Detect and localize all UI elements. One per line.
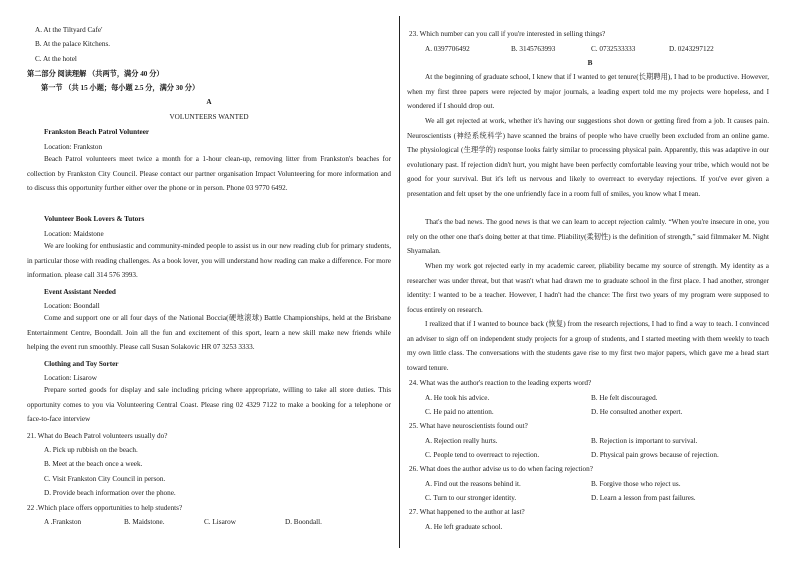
passage-b-paragraph-2: We all get rejected at work, whether it's having our suggestions shot down or getting fired from a job. It causes pain. Neuroscientists (神经系统科学) have scanned the brains of people who have cruelly been excluded from an online game. The physiological (生理学的) response looks fairly similar to processing physical pain. Apparently, this was adaptive in our evolutionary past. If rejection didn't hurt, you might have been perfectly comfortable leaving your tribe, which would not be good for your survival. But it's left us nervous and likely to overreact to everyday rejections. If you've ever given a presentation and felt upset by the one unfriendly face in a room full of smiles, you know what I mean. — [407, 117, 769, 198]
q22-option-a: A .Frankston — [44, 518, 82, 526]
passage-b-letter: B — [587, 59, 593, 67]
q24-option-b: B. He felt discouraged. — [591, 394, 658, 402]
prev-option-c: C. At the hotel — [35, 55, 77, 63]
question-21: 21. What do Beach Patrol volunteers usually do? — [27, 432, 168, 440]
q26-option-c: C. Turn to our stronger identity. — [425, 494, 517, 502]
q21-option-b: B. Meet at the beach once a week. — [44, 460, 143, 468]
q24-option-c: C. He paid no attention. — [425, 408, 494, 416]
question-23: 23. Which number can you call if you're interested in selling things? — [409, 30, 606, 38]
question-25: 25. What have neuroscientists found out? — [409, 422, 528, 430]
passage-a-title: VOLUNTEERS WANTED — [169, 113, 249, 121]
ad3-location: Location: Boondall — [44, 302, 100, 310]
prev-option-a: A. At the Tiltyard Cafe' — [35, 26, 103, 34]
ad1-body: Beach Patrol volunteers meet twice a month for a 1-hour clean-up, removing litter from Frankston's beaches for collection by Frankston City Council. Please contact our partner organisation Impact Volunteering for more information and to discuss this opportunity further either over the phone or in person. Phone 03 9770 6492. — [27, 155, 391, 192]
q25-option-b: B. Rejection is important to survival. — [591, 437, 698, 445]
q21-option-d: D. Provide beach information over the phone. — [44, 489, 176, 497]
q22-option-d: D. Boondall. — [285, 518, 322, 526]
q27-option-a: A. He left graduate school. — [425, 523, 503, 531]
q25-option-c: C. People tend to overreact to rejection. — [425, 451, 540, 459]
question-22: 22 .Which place offers opportunities to help students? — [27, 504, 183, 512]
part2-title: 第二部分 阅读理解 （共两节，满分 40 分） — [27, 70, 164, 78]
q26-option-b: B. Forgive those who reject us. — [591, 480, 681, 488]
q25-option-a: A. Rejection really hurts. — [425, 437, 498, 445]
question-26: 26. What does the author advise us to do when facing rejection? — [409, 465, 593, 473]
ad1-title: Frankston Beach Patrol Volunteer — [44, 128, 150, 136]
ad2-location: Location: Maidstone — [44, 230, 104, 238]
passage-b-paragraph-4: When my work got rejected early in my academic career, pliability became my source of strength. My identity as a researcher was under threat, but that wasn't what had drawn me to graduate school in the first place. I had another, stronger identity: I wanted to be a teacher. However, I hadn't had the chance: The first two years of my program were supposed to focus entirely on research. — [407, 262, 769, 314]
q21-option-a: A. Pick up rubbish on the beach. — [44, 446, 138, 454]
question-24: 24. What was the author's reaction to the leading experts word? — [409, 379, 592, 387]
q23-option-d: D. 0243297122 — [669, 45, 714, 53]
ad1-location: Location: Frankston — [44, 143, 103, 151]
question-27: 27. What happened to the author at last? — [409, 508, 525, 516]
q26-option-d: D. Learn a lesson from past failures. — [591, 494, 696, 502]
passage-b-paragraph-3: That's the bad news. The good news is that we can learn to accept rejection calmly. “When you're insecure in one, you rely on the other one that's doing better at that time. Pliability(柔韧性) is the definition of strength,” said filmmaker M. Night Shyamalan. — [407, 218, 769, 255]
section1-title: 第一节 （共 15 小题；每小题 2.5 分，满分 30 分） — [41, 84, 200, 92]
ad2-title: Volunteer Book Lovers & Tutors — [44, 215, 145, 223]
ad3-title: Event Assistant Needed — [44, 288, 116, 296]
q23-option-a: A. 0397706492 — [425, 45, 470, 53]
passage-b-paragraph-5: I realized that if I wanted to bounce back (恢复) from the research rejections, I had to find a way to teach. I convinced an adviser to sign off on independent study projects for a group of students, and I started meeting with them weekly to teach my own little class. The conversations with the students gave rise to my first two major papers, which gave me a head start toward tenure. — [407, 320, 769, 372]
ad4-body: Prepare sorted goods for display and sale including pricing where appropriate, willing to take all store duties. This opportunity comes to you via Volunteering Central Coast. Please ring 02 4329 7122 to make a booking for a telephone or face-to-face interview — [27, 386, 391, 423]
q24-option-d: D. He consulted another expert. — [591, 408, 683, 416]
q23-option-c: C. 0732533333 — [591, 45, 636, 53]
q22-option-c: C. Lisarow — [204, 518, 236, 526]
q23-option-b: B. 3145763993 — [511, 45, 556, 53]
ad2-body: We are looking for enthusiastic and community-minded people to assist us in our new reading club for primary students, in particular those with reading challenges. As a book lover, you will understand how reading can make a difference. For more information. please call 314 576 3993. — [27, 242, 391, 279]
q26-option-a: A. Find out the reasons behind it. — [425, 480, 521, 488]
prev-option-b: B. At the palace Kitchens. — [35, 40, 111, 48]
q22-option-b: B. Maidstone. — [124, 518, 165, 526]
ad4-title: Clothing and Toy Sorter — [44, 360, 119, 368]
ad4-location: Location: Lisarow — [44, 374, 97, 382]
q21-option-c: C. Visit Frankston City Council in person. — [44, 475, 166, 483]
passage-a-letter: A — [206, 98, 212, 106]
column-divider — [399, 16, 400, 548]
ad3-body: Come and support one or all four days of the National Boccia(硬地滚球) Battle Championships, held at the Brisbane Entertainment Centre, Boondall. Join all the fun and excitement of this sport, learn a new skill make new friends while helping the event run smoothly. Please call Susan Solakovic HR 07 3253 3333. — [27, 314, 391, 351]
q25-option-d: D. Physical pain grows because of rejection. — [591, 451, 719, 459]
q24-option-a: A. He took his advice. — [425, 394, 490, 402]
passage-b-paragraph-1: At the beginning of graduate school, I knew that if I wanted to get tenure(长期聘用), I had to be productive. However, when my first three papers were rejected by major journals, a leading expert told me my projects were hopeless, and I wondered if I should drop out. — [407, 73, 769, 110]
